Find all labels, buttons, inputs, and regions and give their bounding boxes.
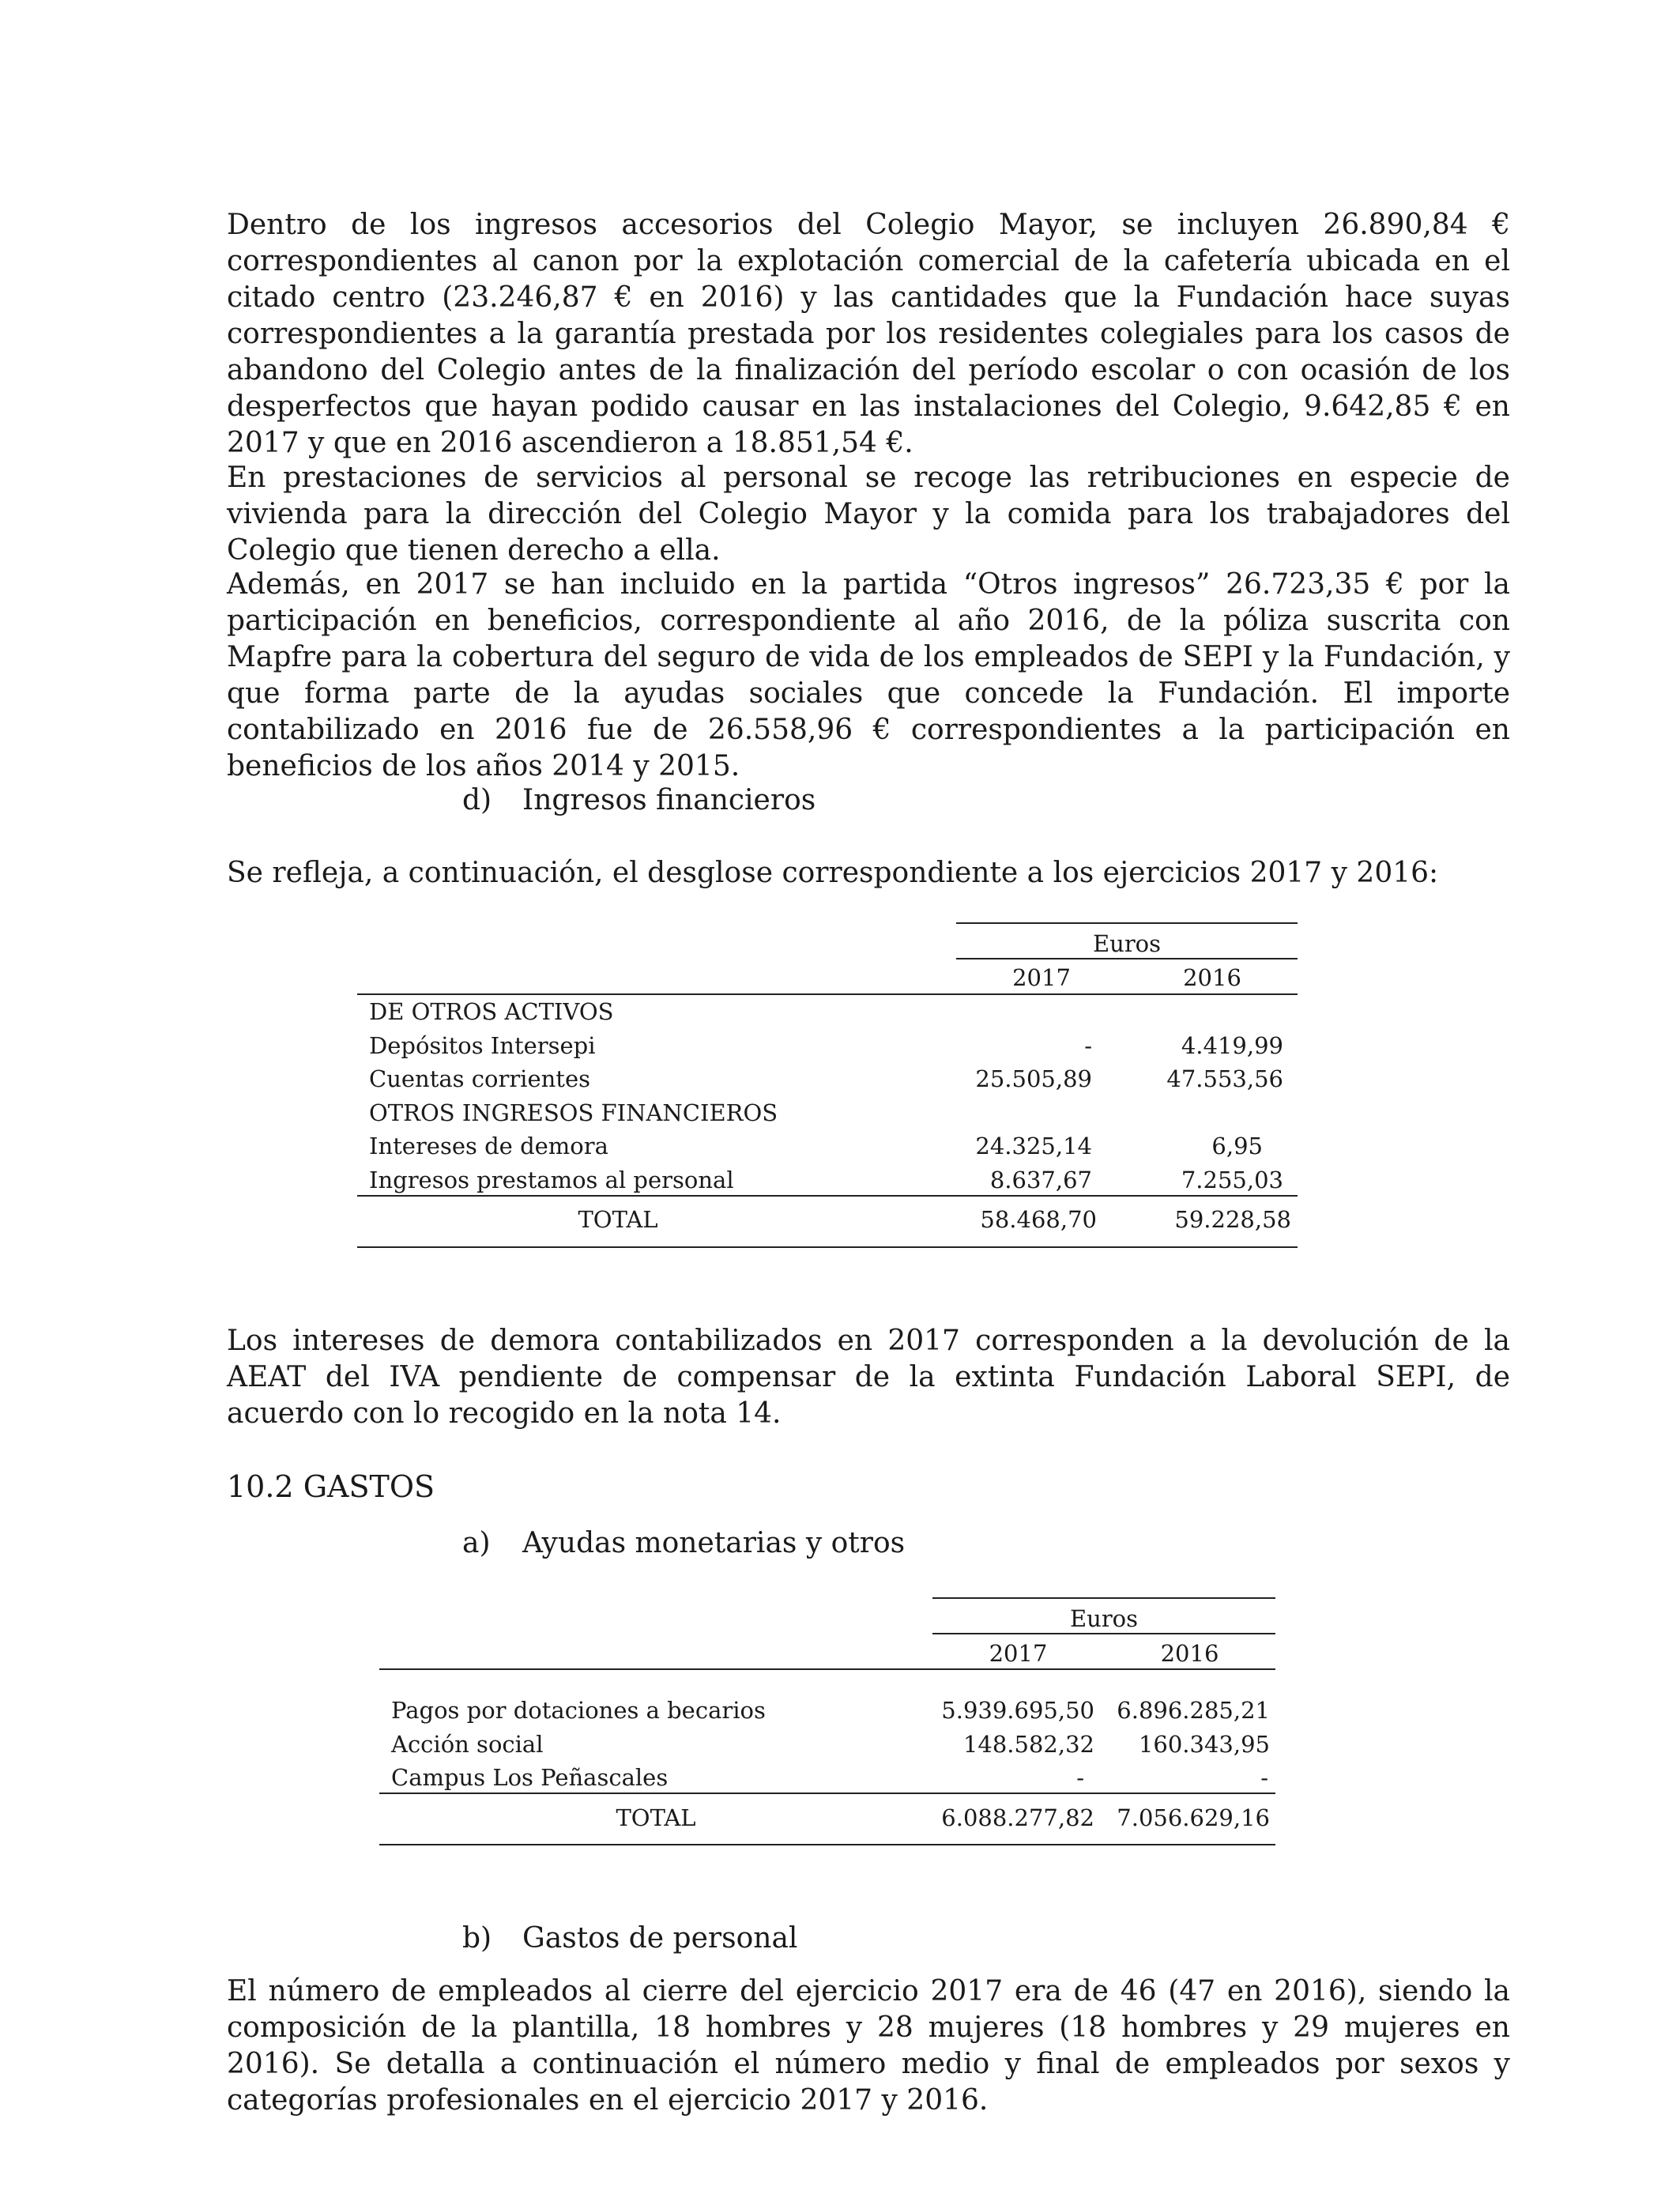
table-cell-2017: - [1076, 1764, 1084, 1791]
ayudas-monetarias-table [379, 1596, 1275, 1849]
table-row-label: Pagos por dotaciones a becarios [391, 1697, 766, 1724]
subheading-ayudas-monetarias [462, 1525, 905, 1562]
subheading-text: Ayudas monetarias y otros [522, 1527, 906, 1559]
subheading-text: Gastos de personal [522, 1922, 798, 1955]
table-cell-2016: 7.255,03 [1181, 1167, 1283, 1193]
table-cell-2017: 8.637,67 [989, 1167, 1092, 1193]
table-rule [379, 1844, 1275, 1845]
column-header-2016: 2016 [1160, 1640, 1219, 1667]
table-cell-2016: 6,95 [1211, 1133, 1263, 1159]
table-cell-2017: 24.325,14 [975, 1133, 1092, 1159]
table-row-label: Campus Los Peñascales [391, 1764, 669, 1791]
table-row-label: Intereses de demora [369, 1133, 608, 1159]
table-rule [379, 1793, 1275, 1794]
paragraph-desglose-intro: Se refleja, a continuación, el desglose correspondiente a los ejercicios 2017 y 2016: [227, 857, 1439, 889]
table-cell-2017: - [1084, 1032, 1092, 1059]
subheading-marker: d) [462, 784, 492, 816]
table-row-label: Ingresos prestamos al personal [369, 1167, 734, 1193]
table-cell-2017: 148.582,32 [962, 1731, 1094, 1758]
paragraph-otros-ingresos: Además, en 2017 se han incluido en la partida “Otros ingresos” 26.723,35 € por la participación en beneficios, correspondiente al año 2016, de la póliza suscrita con Mapfre para la cobertura del seguro de vida de los empleados de SEPI y la Fundación, y que forma parte de la ayudas sociales que concede la Fundación. El importe contabilizado en 2016 fue de 26.558,96 € correspondientes a la participación en beneficios de los años 2014 y 2015. [227, 568, 1510, 782]
currency-header: Euros [1092, 930, 1162, 957]
table-row-label: Cuentas corrientes [369, 1065, 590, 1092]
table-row-label: Acción social [391, 1731, 544, 1758]
table-rule [932, 1597, 1275, 1599]
currency-header: Euros [1069, 1605, 1139, 1632]
subheading-gastos-personal [462, 1921, 797, 1957]
paragraph-intereses-demora: Los intereses de demora contabilizados en 2017 corresponden a la devolución de la AEAT del IVA pendiente de compensar de la extinta Fundación Laboral SEPI, de acuerdo con lo recogido en la nota 14. [227, 1325, 1510, 1430]
table-cell-2017: 25.505,89 [975, 1065, 1092, 1092]
total-label: TOTAL [616, 1804, 696, 1831]
table-cell-2016: 160.343,95 [1138, 1731, 1270, 1758]
subheading-ingresos-financieros [462, 782, 816, 819]
subheading-text: Ingresos financieros [522, 784, 816, 816]
paragraph-numero-empleados: El número de empleados al cierre del ejercicio 2017 era de 46 (47 en 2016), siendo la composición de la plantilla, 18 hombres y 28 mujeres (18 hombres y 29 mujeres en 2016). Se detalla a continuación el número medio y final de empleados por sexos y categorías profesionales en el ejercicio 2017 y 2016. [227, 1975, 1510, 2117]
column-header-2016: 2016 [1183, 964, 1241, 991]
paragraph-prestaciones-servicios: En prestaciones de servicios al personal se recoge las retribuciones en especie de vivienda para la dirección del Colegio Mayor y la comida para los trabajadores del Colegio que tienen derecho a ella. [227, 462, 1510, 567]
table-row-label: DE OTROS ACTIVOS [369, 998, 614, 1025]
subheading-marker: b) [462, 1922, 492, 1955]
column-header-2017: 2017 [1012, 964, 1071, 991]
table-rule [932, 1633, 1275, 1634]
paragraph-ingresos-accesorios: Dentro de los ingresos accesorios del Colegio Mayor, se incluyen 26.890,84 € correspondientes al canon por la explotación comercial de la cafetería ubicada en el citado centro (23.246,87 € en 2016) y las cantidades que la Fundación hace suyas correspondientes a la garantía prestada por los residentes colegiales para los casos de abandono del Colegio antes de la finalización del período escolar o con ocasión de los desperfectos que hayan podido causar en las instalaciones del Colegio, 9.642,85 € en 2017 y que en 2016 ascendieron a 18.851,54 €. [227, 209, 1510, 459]
column-header-2017: 2017 [989, 1640, 1048, 1667]
table-rule [379, 1668, 1275, 1670]
total-2016: 59.228,58 [1174, 1206, 1291, 1233]
table-cell-2017: 5.939.695,50 [941, 1697, 1094, 1724]
table-cell-2016: 47.553,56 [1166, 1065, 1283, 1092]
total-2017: 6.088.277,82 [941, 1804, 1094, 1831]
section-title: 10.2 GASTOS [227, 1469, 435, 1504]
total-2017: 58.468,70 [980, 1206, 1097, 1233]
table-row-label: Depósitos Intersepi [369, 1032, 596, 1059]
table-cell-2016: - [1260, 1764, 1268, 1791]
table-cell-2016: 4.419,99 [1181, 1032, 1283, 1059]
table-rule [357, 1195, 1298, 1197]
table-rule [357, 1246, 1298, 1248]
table-rule [956, 958, 1298, 959]
table-rule [956, 922, 1298, 924]
subheading-marker: a) [462, 1527, 491, 1559]
table-cell-2016: 6.896.285,21 [1117, 1697, 1270, 1724]
ingresos-financieros-table [357, 921, 1298, 1253]
total-label: TOTAL [578, 1206, 658, 1233]
table-row-label: OTROS INGRESOS FINANCIEROS [369, 1099, 778, 1126]
total-2016: 7.056.629,16 [1117, 1804, 1270, 1831]
